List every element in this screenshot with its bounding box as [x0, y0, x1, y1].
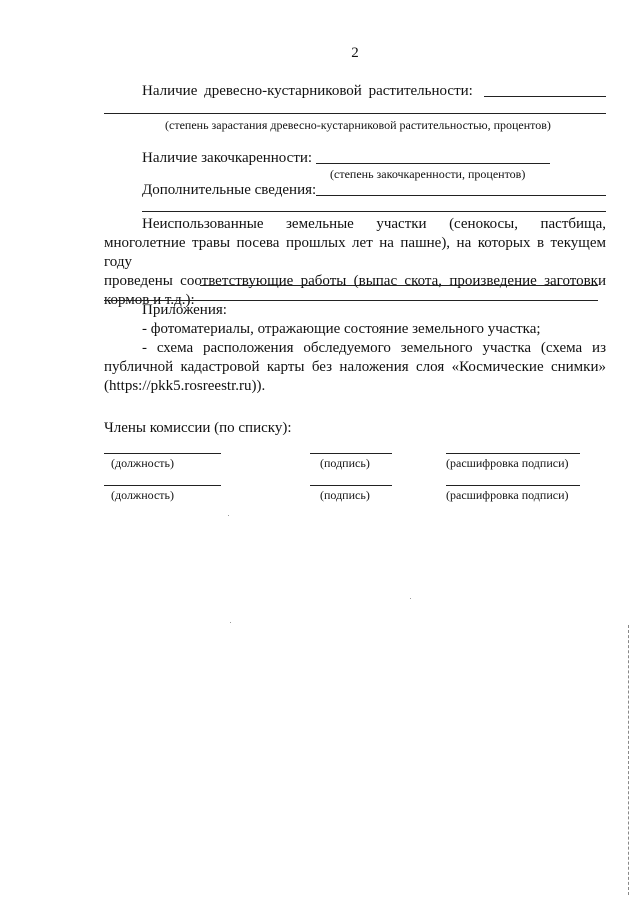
position-line-1 — [104, 453, 221, 454]
unused-land-line-1: Неиспользованные земельные участки (сенокосы, пастбища, — [142, 216, 606, 232]
additional-value-line — [316, 195, 606, 196]
unused-land-line-2: многолетние травы посева прошлых лет на пашне), на которых в текущем году — [104, 235, 606, 270]
vegetation-value-line — [484, 96, 606, 97]
scan-speck — [228, 515, 229, 516]
vegetation-hint: (степень зарастания древесно-кустарниковой растительностью, процентов) — [165, 118, 551, 132]
attachments-title: Приложения: — [142, 302, 227, 318]
unused-land-paragraph — [104, 215, 606, 310]
swamping-hint: (степень закочкаренности, процентов) — [330, 167, 526, 181]
unused-land-line-4: кормов и т.д.): — [104, 292, 195, 308]
decoding-line-2 — [446, 485, 580, 486]
swamping-value-line — [316, 163, 550, 164]
unused-land-line-3: проведены соответствующие работы (выпас скота, произведение заготовки — [104, 273, 606, 289]
attachment-scheme-line-3: (https://pkk5.rosreestr.ru)). — [104, 378, 266, 394]
position-caption-1: (должность) — [111, 456, 174, 470]
decoding-caption-2: (расшифровка подписи) — [446, 488, 569, 502]
signature-caption-1: (подпись) — [320, 456, 370, 470]
swamping-label: Наличие закочкаренности: — [142, 150, 313, 166]
signature-line-2 — [310, 485, 392, 486]
scan-edge-shadow — [628, 625, 629, 895]
vegetation-label: Наличие древесно-кустарниковой растительности: — [142, 83, 473, 99]
page-number: 2 — [351, 45, 359, 61]
position-caption-2: (должность) — [111, 488, 174, 502]
commission-title: Члены комиссии (по списку): — [104, 420, 292, 436]
additional-continuation-line — [142, 211, 606, 212]
position-line-2 — [104, 485, 221, 486]
attachment-scheme-line-2: публичной кадастровой карты без наложения слоя «Космические снимки» — [104, 359, 606, 375]
decoding-line-1 — [446, 453, 580, 454]
signature-caption-2: (подпись) — [320, 488, 370, 502]
vegetation-continuation-line — [104, 113, 606, 114]
unused-land-value-line — [200, 285, 598, 286]
decoding-caption-1: (расшифровка подписи) — [446, 456, 569, 470]
attachment-item-scheme — [104, 339, 606, 396]
attachment-item-photos: - фотоматериалы, отражающие состояние земельного участка; — [142, 321, 541, 337]
additional-label: Дополнительные сведения: — [142, 182, 317, 198]
scan-speck — [410, 598, 411, 599]
scan-speck — [230, 622, 231, 623]
attachment-scheme-line-1: - схема расположения обследуемого земельного участка (схема из — [142, 340, 606, 356]
signature-line-1 — [310, 453, 392, 454]
